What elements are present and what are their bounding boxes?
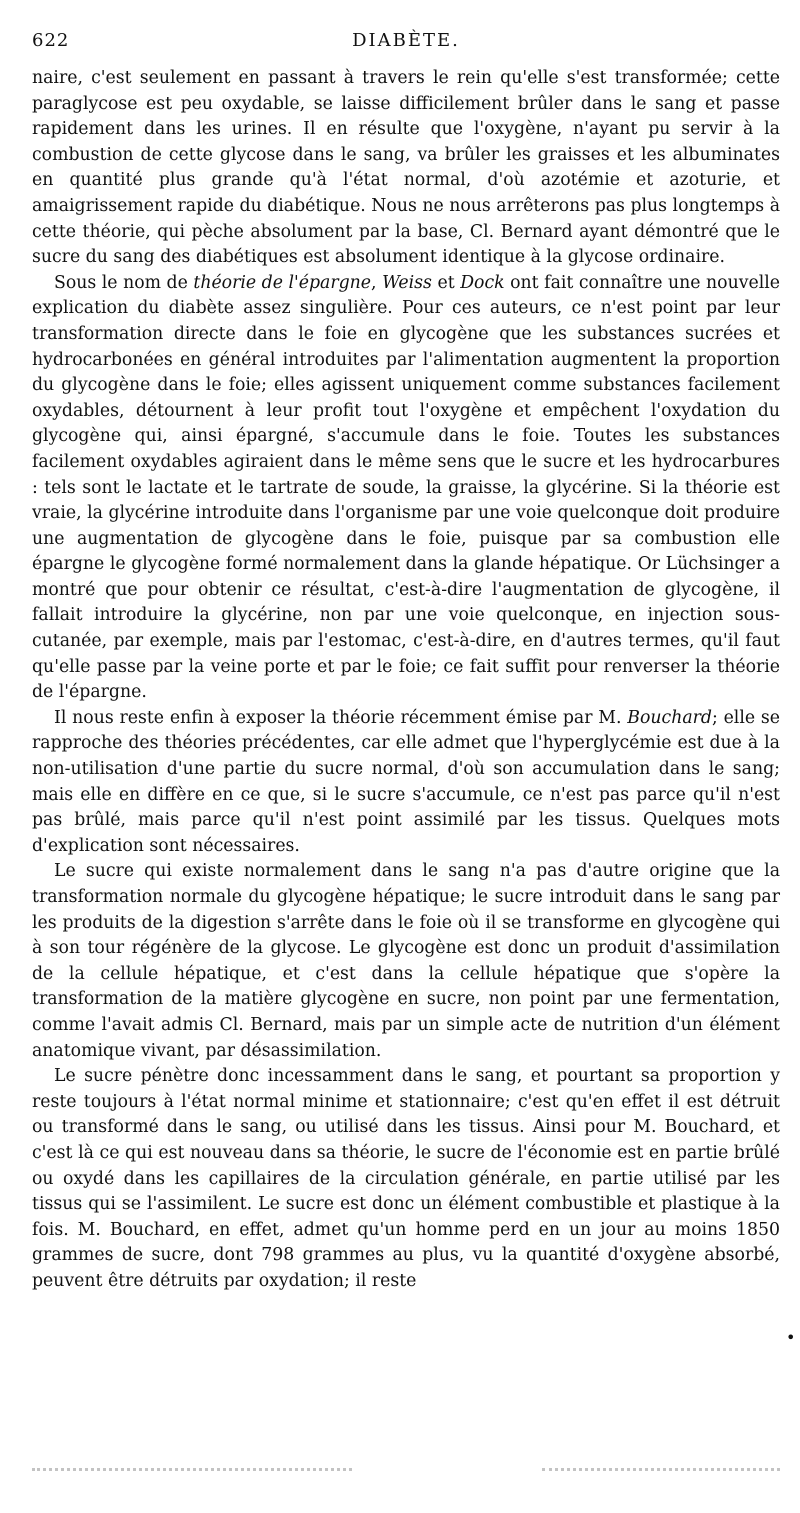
paragraph: [32, 1064, 780, 1294]
running-header: [32, 30, 780, 56]
text-run: et: [431, 272, 461, 293]
bleed-through-trace: [32, 1468, 780, 1474]
margin-mark: •: [786, 1328, 796, 1347]
text-run: Sous le nom de: [54, 272, 194, 293]
text-run: ,: [371, 272, 383, 293]
text-run: ont fait connaître une nouvelle explication du diabète assez singulière. Pour ces auteurs, ce n'est point par leur transformation directe dans le foie en glycogène que les substances sucrées et hydrocarbonées en général introduites par l'alimentation augmentent la proportion du glycogène dans le foie; elles agissent uniquement comme substances facilement oxydables, détournent à leur profit tout l'oxygène et empêchent l'oxydation du glycogène qui, ainsi épargné, s'accumule dans le foie. Toutes les substances facilement oxydables agiraient dans le même sens que le sucre et les hydrocarbures : tels sont le lactate et le tartrate de soude, la graisse, la glycérine. Si la théorie est vraie, la glycérine introduite dans l'organisme par une voie quelconque doit produire une augmentation de glycogène dans le foie, puisque par sa combustion elle épargne le glycogène formé normalement dans la glande hépatique. Or Lüchsinger a montré que pour obtenir ce résultat, c'est-à-dire l'augmentation de glycogène, il fallait introduire la glycérine, non par une voie quelconque, en injection sous-cutanée, par exemple, mais par l'estomac, c'est-à-dire, en d'autres termes, qu'il faut qu'elle passe par la veine porte et par le foie; ce fait suffit pour renverser la théorie de l'épargne.: [32, 272, 780, 703]
text-run: Il nous reste enfin à exposer la théorie récemment émise par M.: [54, 707, 628, 728]
body-text: [32, 66, 780, 1295]
document-page: [32, 30, 780, 1295]
running-title: DIABÈTE.: [352, 30, 460, 51]
italic-text: Weiss: [382, 272, 432, 293]
italic-text: théorie de l'épargne: [193, 272, 372, 293]
text-run: naire, c'est seulement en passant à travers le rein qu'elle s'est transformée; cette paraglycose est peu oxydable, se laisse difficilement brûler dans le sang et passe rapidement dans les urines. Il en résulte que l'oxygène, n'ayant pu servir à la combustion de cette glycose dans le sang, va brûler les graisses et les albuminates en quantité plus grande qu'à l'état normal, d'où azotémie et azoturie, et amaigrissement rapide du diabétique. Nous ne nous arrêterons pas plus longtemps à cette théorie, qui pèche absolument par la base, Cl. Bernard ayant démontré que le sucre du sang des diabétiques est absolument identique à la glycose ordinaire.: [32, 68, 780, 268]
paragraph: [32, 66, 780, 271]
text-run: Le sucre qui existe normalement dans le sang n'a pas d'autre origine que la transformation normale du glycogène hépatique; le sucre introduit dans le sang par les produits de la digestion s'arrête dans le foie où il se transforme en glycogène qui à son tour régénère de la glycose. Le glycogène est donc un produit d'assimilation de la cellule hépatique, et c'est dans la cellule hépatique que s'opère la transformation de la matière glycogène en sucre, non point par une fermentation, comme l'avait admis Cl. Bernard, mais par un simple acte de nutrition d'un élément anatomique vivant, par désassimilation.: [32, 861, 780, 1061]
paragraph: [32, 706, 780, 860]
paragraph: [32, 859, 780, 1064]
italic-text: Dock: [460, 272, 505, 293]
italic-text: Bouchard: [627, 707, 712, 728]
text-run: ; elle se rapproche des théories précédentes, car elle admet que l'hyperglycémie est due à la non-utilisation d'une partie du sucre normal, d'où son accumulation dans le sang; mais elle en diffère en ce que, si le sucre s'accumule, ce n'est pas parce qu'il n'est pas brûlé, mais parce qu'il n'est point assimilé par les tissus. Quelques mots d'explication sont nécessaires.: [32, 707, 780, 856]
text-run: Le sucre pénètre donc incessamment dans le sang, et pourtant sa proportion y reste toujours à l'état normal minime et stationnaire; c'est qu'en effet il est détruit ou transformé dans le sang, ou utilisé dans les tissus. Ainsi pour M. Bouchard, et c'est là ce qui est nouveau dans sa théorie, le sucre de l'économie est en partie brûlé ou oxydé dans les capillaires de la circulation générale, en partie utilisé par les tissus qui se l'assimilent. Le sucre est donc un élément combustible et plastique à la fois. M. Bouchard, en effet, admet qu'un homme perd en un jour au moins 1850 grammes de sucre, dont 798 grammes au plus, vu la quantité d'oxygène absorbé, peuvent être détruits par oxydation; il reste: [32, 1066, 780, 1291]
page-number: 622: [32, 30, 70, 51]
paragraph: [32, 271, 780, 706]
